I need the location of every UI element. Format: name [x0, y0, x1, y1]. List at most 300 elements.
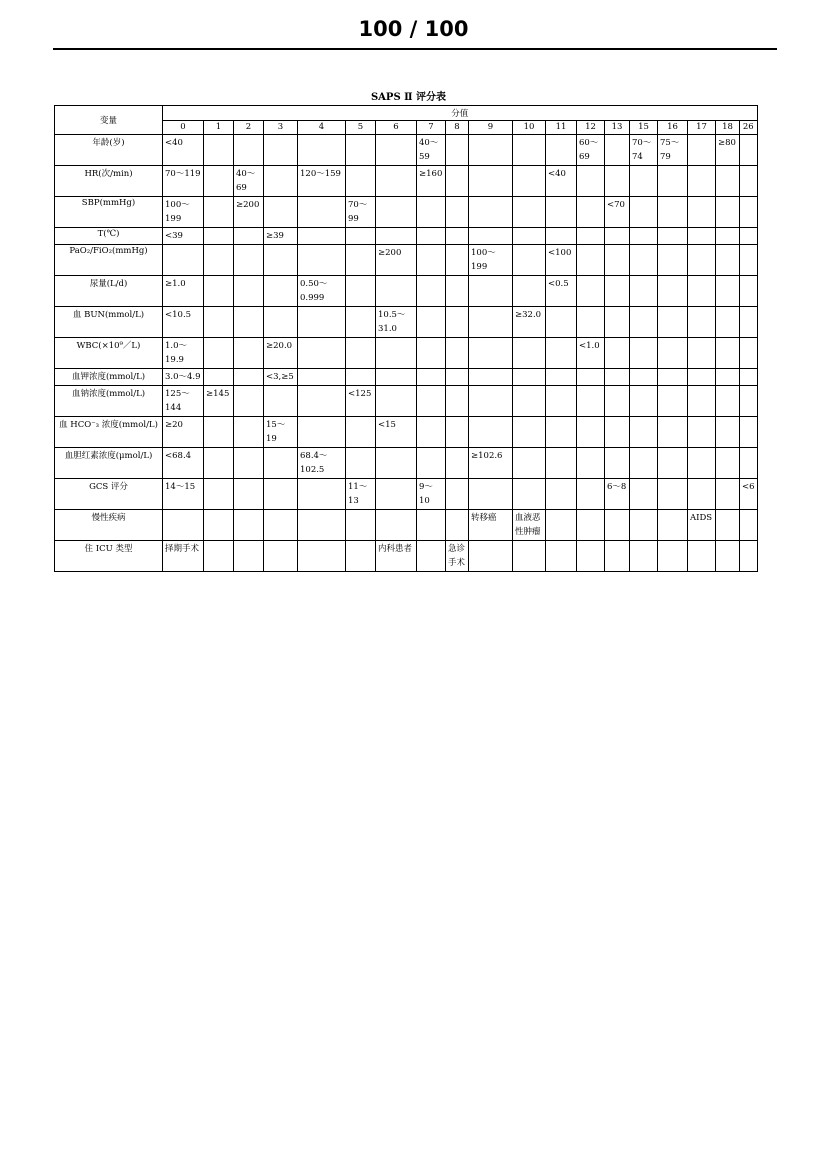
table-cell [204, 135, 234, 166]
table-cell [264, 510, 298, 541]
table-cell [163, 369, 204, 386]
table-cell [577, 135, 605, 166]
table-cell [234, 448, 264, 479]
table-cell [346, 417, 376, 448]
table-cell [298, 307, 346, 338]
table-cell [577, 228, 605, 245]
table-cell [513, 276, 546, 307]
cell-value: 3.0～4.9 [165, 372, 201, 382]
score-column-header: 4 [298, 121, 346, 135]
table-cell [234, 245, 264, 276]
table-cell [688, 228, 716, 245]
table-cell [234, 479, 264, 510]
table-cell [446, 541, 469, 572]
table-cell [546, 245, 577, 276]
table-cell [546, 448, 577, 479]
table-cell [740, 479, 758, 510]
cell-value: ≥200 [378, 248, 402, 258]
table-row [55, 448, 758, 479]
table-cell [513, 228, 546, 245]
table-cell [204, 417, 234, 448]
table-cell [264, 369, 298, 386]
table-cell [513, 166, 546, 197]
table-cell [546, 479, 577, 510]
table-cell [346, 448, 376, 479]
table-cell [298, 338, 346, 369]
table-cell [605, 166, 630, 197]
table-row [55, 276, 758, 307]
cell-value: ≥20 [165, 420, 183, 430]
table-cell [716, 479, 740, 510]
table-cell [446, 338, 469, 369]
table-cell [577, 166, 605, 197]
row-label: 血钾浓度(mmol/L) [55, 369, 163, 386]
table-cell [163, 228, 204, 245]
row-label: 血钠浓度(mmol/L) [55, 386, 163, 417]
table-cell [716, 276, 740, 307]
cell-line: 手术 [448, 558, 466, 568]
table-cell [688, 479, 716, 510]
cell-line: 68.4～ [300, 451, 328, 461]
table-cell [716, 417, 740, 448]
cell-value: <15 [378, 420, 396, 430]
variable-header: 变量 [55, 106, 163, 135]
table-cell [346, 386, 376, 417]
table-cell [577, 369, 605, 386]
table-cell [577, 197, 605, 228]
table-cell [605, 369, 630, 386]
cell-line: 70～ [632, 138, 652, 148]
table-cell [740, 386, 758, 417]
table-cell [264, 479, 298, 510]
table-row [55, 369, 758, 386]
score-column-header: 8 [446, 121, 469, 135]
cell-value: <100 [548, 248, 572, 258]
row-label: 血 HCO⁻₃ 浓度(mmol/L) [55, 417, 163, 448]
table-cell [658, 228, 688, 245]
cell-line: 性肿瘤 [515, 527, 541, 537]
table-cell [264, 386, 298, 417]
cell-value: <125 [348, 389, 372, 399]
table-cell [298, 228, 346, 245]
cell-value: 125～144 [165, 389, 190, 413]
table-cell [716, 369, 740, 386]
table-row [55, 166, 758, 197]
table-cell [546, 369, 577, 386]
table-cell [469, 386, 513, 417]
table-cell [446, 417, 469, 448]
table-cell [204, 228, 234, 245]
table-cell [658, 276, 688, 307]
table-cell [234, 541, 264, 572]
row-label: WBC(×10⁹／L) [55, 338, 163, 369]
table-cell [658, 417, 688, 448]
table-cell [605, 245, 630, 276]
table-cell [688, 541, 716, 572]
table-cell [605, 135, 630, 166]
table-cell [417, 228, 446, 245]
table-cell [346, 369, 376, 386]
table-cell [513, 369, 546, 386]
table-cell [163, 197, 204, 228]
cell-value: <40 [548, 169, 566, 179]
table-cell [163, 510, 204, 541]
table-cell [630, 479, 658, 510]
row-label: 年龄(岁) [55, 135, 163, 166]
score-column-header: 17 [688, 121, 716, 135]
table-cell [298, 197, 346, 228]
table-cell [630, 135, 658, 166]
table-cell [740, 197, 758, 228]
cell-value: ≥102.6 [471, 451, 503, 461]
table-cell [376, 338, 417, 369]
table-cell [469, 307, 513, 338]
table-cell [740, 369, 758, 386]
score-column-header: 6 [376, 121, 417, 135]
table-cell [546, 541, 577, 572]
score-column-header: 13 [605, 121, 630, 135]
table-cell [417, 479, 446, 510]
table-cell [630, 386, 658, 417]
table-cell [630, 228, 658, 245]
table-cell [417, 166, 446, 197]
table-cell [417, 386, 446, 417]
table-cell [264, 417, 298, 448]
row-label: HR(次/min) [55, 166, 163, 197]
table-cell [446, 197, 469, 228]
score-column-header: 26 [740, 121, 758, 135]
cell-value: 1.0～19.9 [165, 341, 188, 365]
table-cell [546, 417, 577, 448]
table-row [55, 197, 758, 228]
table-cell [688, 276, 716, 307]
score-column-header: 12 [577, 121, 605, 135]
table-cell [605, 448, 630, 479]
table-cell [346, 228, 376, 245]
table-cell [163, 338, 204, 369]
table-cell [234, 166, 264, 197]
table-cell [630, 369, 658, 386]
cell-line: 75～ [660, 138, 680, 148]
table-cell [740, 448, 758, 479]
table-cell [346, 276, 376, 307]
table-cell [716, 135, 740, 166]
table-cell [658, 510, 688, 541]
table-cell [204, 448, 234, 479]
score-column-header: 11 [546, 121, 577, 135]
table-cell [469, 166, 513, 197]
table-cell [417, 510, 446, 541]
table-cell [740, 510, 758, 541]
table-cell [469, 417, 513, 448]
table-cell [163, 541, 204, 572]
table-cell [417, 369, 446, 386]
table-cell [577, 510, 605, 541]
table-cell [417, 307, 446, 338]
table-cell [577, 479, 605, 510]
table-cell [446, 166, 469, 197]
table-cell [630, 338, 658, 369]
table-cell [688, 307, 716, 338]
table-cell [546, 338, 577, 369]
cell-line: 60～ [579, 138, 599, 148]
table-cell [688, 135, 716, 166]
table-cell [234, 369, 264, 386]
table-cell [163, 276, 204, 307]
table-cell [716, 338, 740, 369]
table-cell [605, 338, 630, 369]
score-column-header: 0 [163, 121, 204, 135]
score-header: 分值 [163, 106, 758, 121]
table-row [55, 338, 758, 369]
table-cell [298, 166, 346, 197]
table-cell [630, 197, 658, 228]
table-cell [740, 245, 758, 276]
table-cell [716, 541, 740, 572]
table-cell [513, 307, 546, 338]
table-cell [546, 510, 577, 541]
cell-value: <6 [742, 482, 755, 492]
row-label: 住 ICU 类型 [55, 541, 163, 572]
table-cell [740, 276, 758, 307]
cell-value: 择期手术 [165, 544, 200, 554]
table-cell [298, 369, 346, 386]
cell-line: 0.50～ [300, 279, 328, 289]
cell-value: AIDS [690, 513, 713, 523]
table-cell [264, 197, 298, 228]
table-cell [376, 541, 417, 572]
table-cell [204, 166, 234, 197]
cell-value: <10.5 [165, 310, 192, 320]
table-cell [417, 197, 446, 228]
cell-value: ≥20.0 [266, 341, 293, 351]
table-cell [513, 417, 546, 448]
cell-line: 102.5 [300, 465, 325, 475]
table-cell [658, 245, 688, 276]
cell-line: 31.0 [378, 324, 397, 334]
table-cell [264, 135, 298, 166]
table-cell [376, 166, 417, 197]
cell-value: 100～199 [165, 200, 190, 224]
table-cell [376, 386, 417, 417]
table-cell [298, 541, 346, 572]
table-cell [346, 245, 376, 276]
table-cell [688, 166, 716, 197]
table-cell [658, 197, 688, 228]
table-cell [163, 245, 204, 276]
table-cell [469, 135, 513, 166]
table-cell [163, 479, 204, 510]
table-cell [346, 135, 376, 166]
table-cell [346, 541, 376, 572]
cell-value: <70 [607, 200, 625, 210]
table-cell [234, 417, 264, 448]
table-cell [740, 417, 758, 448]
table-cell [298, 135, 346, 166]
table-cell [417, 338, 446, 369]
table-cell [716, 510, 740, 541]
table-cell [298, 386, 346, 417]
table-cell [417, 448, 446, 479]
table-cell [630, 510, 658, 541]
table-cell [376, 307, 417, 338]
table-cell [417, 541, 446, 572]
table-cell [605, 541, 630, 572]
cell-value: 70～119 [165, 169, 201, 179]
table-cell [446, 510, 469, 541]
table-cell [346, 510, 376, 541]
table-cell [469, 541, 513, 572]
table-cell [740, 166, 758, 197]
table-cell [605, 417, 630, 448]
table-title: SAPS Ⅱ 评分表 [370, 92, 447, 103]
cell-line: 10.5～ [378, 310, 406, 320]
table-cell [298, 245, 346, 276]
table-cell [716, 307, 740, 338]
table-cell [234, 228, 264, 245]
table-cell [513, 245, 546, 276]
table-cell [204, 369, 234, 386]
saps-table [54, 105, 758, 572]
table-cell [376, 228, 417, 245]
table-header-row [55, 106, 758, 121]
table-cell [234, 197, 264, 228]
table-cell [688, 197, 716, 228]
table-cell [446, 479, 469, 510]
cell-value: ≥1.0 [165, 279, 186, 289]
table-cell [740, 135, 758, 166]
cell-line: 0.999 [300, 293, 325, 303]
table-cell [716, 228, 740, 245]
table-cell [577, 417, 605, 448]
table-cell [376, 479, 417, 510]
table-cell [658, 338, 688, 369]
table-cell [688, 338, 716, 369]
table-cell [716, 448, 740, 479]
table-cell [234, 338, 264, 369]
table-cell [163, 135, 204, 166]
table-cell [513, 386, 546, 417]
table-cell [577, 276, 605, 307]
table-cell [417, 276, 446, 307]
row-label: 血胆红素浓度(μmol/L) [55, 448, 163, 479]
table-cell [376, 276, 417, 307]
table-cell [264, 307, 298, 338]
table-cell [234, 386, 264, 417]
table-cell [163, 166, 204, 197]
table-cell [298, 448, 346, 479]
cell-line: 74 [632, 152, 643, 162]
table-cell [577, 541, 605, 572]
table-cell [469, 338, 513, 369]
table-cell [446, 276, 469, 307]
table-cell [469, 228, 513, 245]
cell-line: 血液恶 [515, 513, 541, 523]
table-cell [163, 448, 204, 479]
score-column-header: 16 [658, 121, 688, 135]
table-row [55, 541, 758, 572]
cell-line: 79 [660, 152, 671, 162]
table-cell [163, 417, 204, 448]
table-cell [417, 135, 446, 166]
score-column-header: 9 [469, 121, 513, 135]
table-cell [658, 369, 688, 386]
table-cell [605, 197, 630, 228]
table-cell [446, 386, 469, 417]
table-cell [513, 479, 546, 510]
cell-value: ≥145 [206, 389, 230, 399]
table-cell [204, 197, 234, 228]
table-cell [740, 541, 758, 572]
cell-value: 70～99 [348, 200, 368, 224]
table-cell [716, 197, 740, 228]
table-cell [446, 228, 469, 245]
table-cell [546, 307, 577, 338]
header-rule [53, 48, 777, 50]
cell-value: 转移癌 [471, 513, 497, 523]
cell-value: <39 [165, 231, 183, 241]
table-cell [688, 245, 716, 276]
table-cell [264, 541, 298, 572]
table-cell [546, 276, 577, 307]
table-cell [716, 166, 740, 197]
table-cell [376, 197, 417, 228]
table-cell [204, 338, 234, 369]
cell-value: 内科患者 [378, 544, 413, 554]
table-cell [630, 417, 658, 448]
table-cell [546, 197, 577, 228]
table-cell [446, 135, 469, 166]
table-cell [658, 307, 688, 338]
table-cell [446, 245, 469, 276]
score-column-header: 3 [264, 121, 298, 135]
table-cell [513, 135, 546, 166]
cell-value: ≥200 [236, 200, 260, 210]
table-cell [346, 166, 376, 197]
table-cell [688, 369, 716, 386]
table-row [55, 307, 758, 338]
table-cell [204, 245, 234, 276]
table-cell [658, 448, 688, 479]
table-cell [446, 448, 469, 479]
row-label: 血 BUN(mmol/L) [55, 307, 163, 338]
table-cell [469, 245, 513, 276]
table-cell [376, 245, 417, 276]
table-cell [688, 417, 716, 448]
table-cell [716, 386, 740, 417]
score-column-header: 10 [513, 121, 546, 135]
table-cell [546, 228, 577, 245]
table-cell [469, 369, 513, 386]
cell-value: <3,≥5 [266, 372, 294, 382]
table-cell [740, 228, 758, 245]
table-row [55, 228, 758, 245]
table-cell [688, 448, 716, 479]
table-cell [264, 276, 298, 307]
cell-value: ≥80 [718, 138, 736, 148]
cell-value: <40 [165, 138, 183, 148]
row-label: PaO₂/FiO₂(mmHg) [55, 245, 163, 276]
table-row [55, 135, 758, 166]
table-cell [346, 338, 376, 369]
score-column-header: 15 [630, 121, 658, 135]
table-cell [658, 541, 688, 572]
table-cell [658, 135, 688, 166]
table-cell [376, 135, 417, 166]
table-cell [298, 276, 346, 307]
table-cell [630, 166, 658, 197]
cell-value: 6～8 [607, 482, 627, 492]
